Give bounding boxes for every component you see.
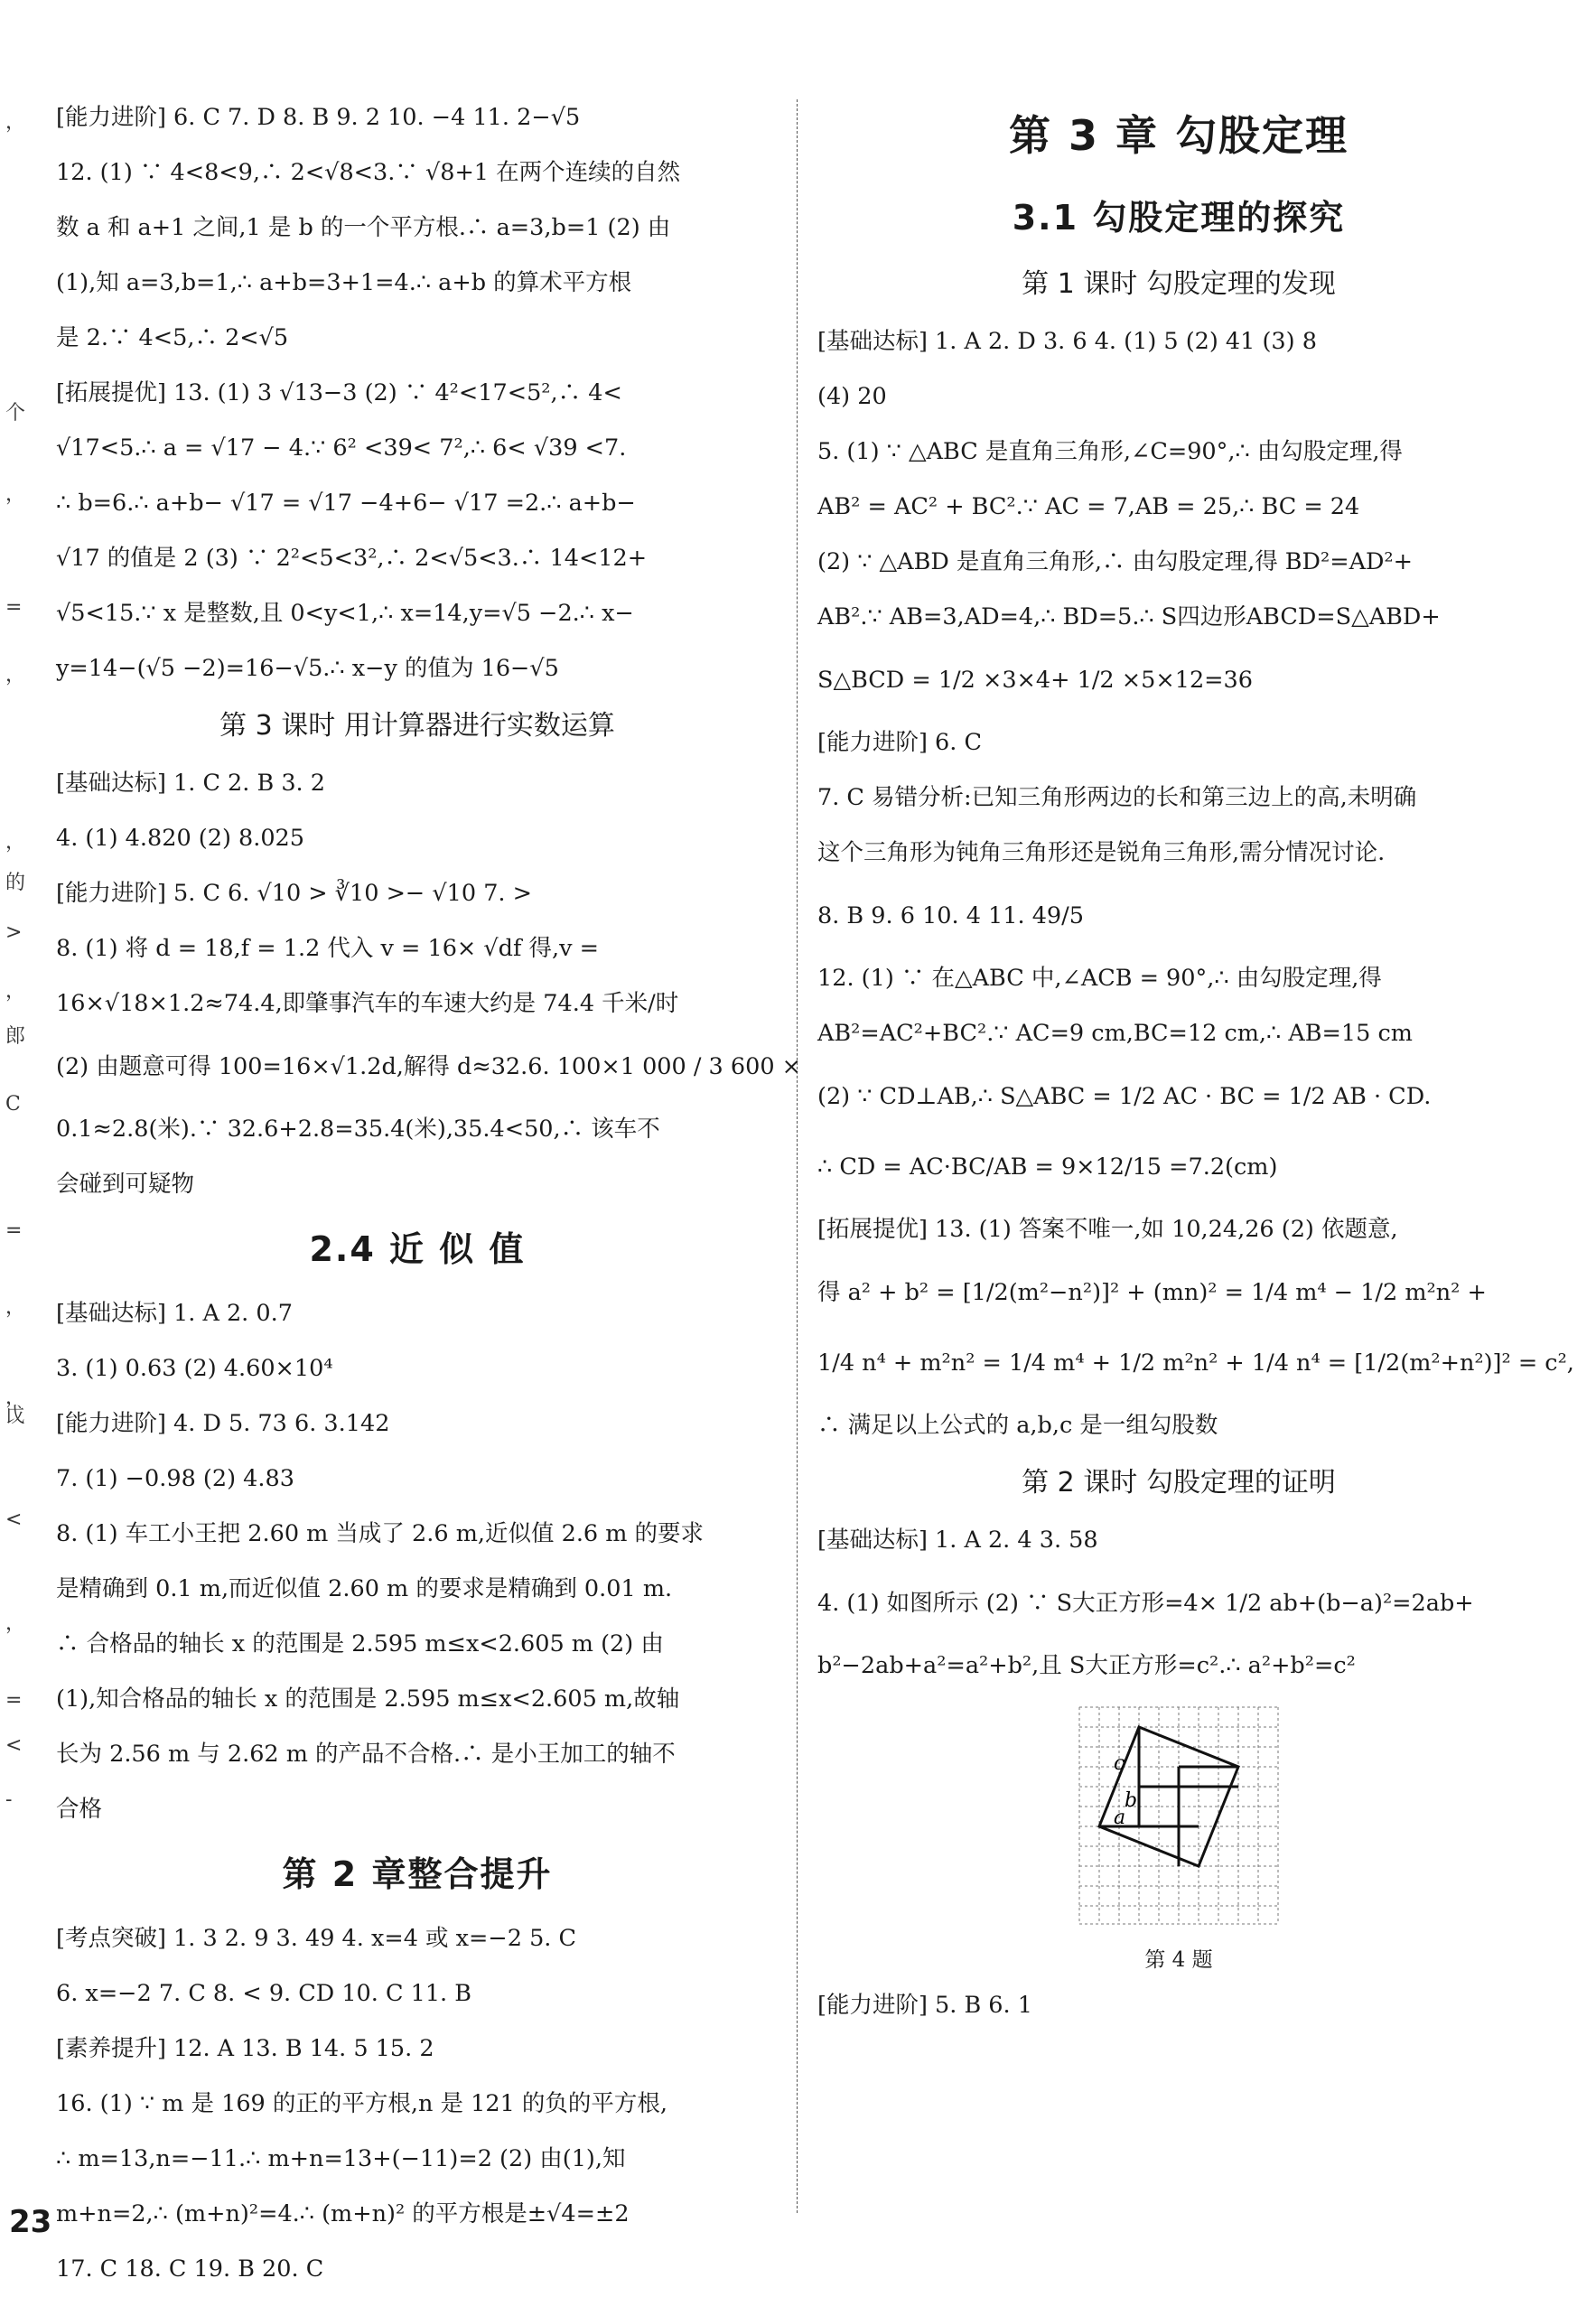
label-b: b [1125,1789,1138,1812]
answer-line: √17 的值是 2 (3) ∵ 2²<5<3²,∴ 2<√5<3.∴ 14<12+ [56,545,648,572]
edge-char: ， [5,1387,26,1409]
answer-line: ∴ CD = AC·BC/AB = 9×12/15 =7.2(cm) [817,1153,1278,1181]
answer-line: 是精确到 0.1 m,而近似值 2.60 m 的要求是精确到 0.01 m. [56,1575,673,1602]
edge-char: 郎 [5,1025,26,1048]
section-title: 3.1 勾股定理的探究 [1012,198,1346,238]
chapter-review-title: 第 2 章整合提升 [282,1854,553,1894]
column-divider [797,99,798,2213]
answer-line: (1),知合格品的轴长 x 的范围是 2.595 m≤x<2.605 m,故轴 [56,1685,680,1713]
edge-char: ， [5,1612,26,1635]
answer-line: (1),知 a=3,b=1,∴ a+b=3+1=4.∴ a+b 的算术平方根 [56,269,632,296]
answer-line: 1/4 n⁴ + m²n² = 1/4 m⁴ + 1/2 m²n² + 1/4 n⁴ = [1/2(m²+n²)]² = c², [817,1349,1574,1377]
answer-line: 是 2.∵ 4<5,∴ 2<√5 [56,324,289,351]
edge-char: < [5,1734,23,1757]
answer-line: [拓展提优] 13. (1) 3 √13−3 (2) ∵ 4²<17<5²,∴ 4< [56,379,622,406]
edge-char: ， [5,111,26,134]
answer-line: √17<5.∴ a = √17 − 4.∵ 6² <39< 7²,∴ 6< √39 <7. [56,434,627,462]
lesson-title: 第 3 课时 用计算器进行实数运算 [219,710,615,742]
edge-char: > [5,921,23,944]
edge-char: 戉 [5,1405,26,1427]
answer-line: ∴ 满足以上公式的 a,b,c 是一组勾股数 [817,1412,1218,1439]
right-column [817,90,1574,2033]
answer-line: [考点突破] 1. 3 2. 9 3. 49 4. x=4 或 x=−2 5. C [56,1925,577,1952]
answer-line: 16. (1) ∵ m 是 169 的正的平方根,n 是 121 的负的平方根, [56,2090,668,2117]
answer-line: 6. x=−2 7. C 8. < 9. CD 10. C 11. B [56,1980,472,2007]
edge-char: ， [5,664,26,686]
answer-line: AB².∵ AB=3,AD=4,∴ BD=5.∴ S四边形ABCD=S△ABD+ [817,603,1441,630]
answer-line: (2) 由题意可得 100=16×√1.2d,解得 d≈32.6. 100×1 000 / 3 600 × [56,1053,802,1080]
answer-line: y=14−(√5 −2)=16−√5.∴ x−y 的值为 16−√5 [56,655,559,682]
answer-line: (2) ∵ CD⊥AB,∴ S△ABC = 1/2 AC · BC = 1/2 AB · CD. [817,1083,1432,1110]
answer-line: AB²=AC²+BC².∵ AC=9 cm,BC=12 cm,∴ AB=15 cm [817,1020,1413,1047]
answer-line: [基础达标] 1. A 2. 0.7 [56,1300,293,1327]
label-a: a [1114,1807,1126,1829]
answer-line: ∴ m=13,n=−11.∴ m+n=13+(−11)=2 (2) 由(1),知 [56,2145,626,2172]
edge-char: C [5,1093,21,1116]
edge-char: ， [5,483,26,506]
answer-line: 8. (1) 将 d = 18,f = 1.2 代入 v = 16× √df 得,v = [56,935,600,962]
answer-line: [拓展提优] 13. (1) 答案不唯一,如 10,24,26 (2) 依题意, [817,1216,1398,1243]
answer-line: ∴ b=6.∴ a+b− √17 = √17 −4+6− √17 =2.∴ a+b− [56,490,636,517]
answer-line: [能力进阶] 5. C 6. √10 > ∛10 >− √10 7. > [56,880,533,907]
answer-line: 会碰到可疑物 [56,1171,195,1198]
chapter-title: 第 3 章 勾股定理 [1008,111,1349,160]
edge-char: ， [5,1296,26,1319]
edge-char: 的 [5,872,26,894]
answer-line: 4. (1) 如图所示 (2) ∵ S大正方形=4× 1/2 ab+(b−a)²=2ab+ [817,1590,1474,1617]
answer-line: 数 a 和 a+1 之间,1 是 b 的一个平方根.∴ a=3,b=1 (2) 由 [56,214,671,241]
left-column [56,90,802,2297]
answer-line: 8. (1) 车工小王把 2.60 m 当成了 2.6 m,近似值 2.6 m 的要求 [56,1520,705,1547]
answer-line: (4) 20 [817,383,887,410]
answer-line: 得 a² + b² = [1/2(m²−n²)]² + (mn)² = 1/4 m⁴ − 1/2 m²n² + [817,1279,1487,1306]
answer-line: [能力进阶] 4. D 5. 73 6. 3.142 [56,1410,390,1437]
edge-char: ， [5,831,26,854]
answer-line: S△BCD = 1/2 ×3×4+ 1/2 ×5×12=36 [817,667,1253,694]
answer-line: [能力进阶] 5. B 6. 1 [817,1992,1032,2019]
pythagoras-grid-figure [817,1694,1540,1942]
answer-line: 12. (1) ∵ 4<8<9,∴ 2<√8<3.∵ √8+1 在两个连续的自然 [56,159,681,186]
answer-line: AB² = AC² + BC².∵ AC = 7,AB = 25,∴ BC = 24 [817,493,1360,520]
pythagoras-squares [1099,1727,1238,1866]
edge-char: - [5,1788,13,1811]
edge-char: ， [5,980,26,1003]
answer-line: 16×√18×1.2≈74.4,即肇事汽车的车速大约是 74.4 千米/时 [56,990,679,1017]
answer-line: 12. (1) ∵ 在△ABC 中,∠ACB = 90°,∴ 由勾股定理,得 [817,965,1382,992]
answer-line: ∴ 合格品的轴长 x 的范围是 2.595 m≤x<2.605 m (2) 由 [56,1630,664,1657]
answer-line: [素养提升] 12. A 13. B 14. 5 15. 2 [56,2035,434,2062]
grid-diagram [1061,1694,1296,1938]
edge-char: = [5,1219,23,1242]
answer-line: 长为 2.56 m 与 2.62 m 的产品不合格.∴ 是小王加工的轴不 [56,1741,676,1768]
answer-line: 7. (1) −0.98 (2) 4.83 [56,1465,294,1492]
answer-line: 8. B 9. 6 10. 4 11. 49/5 [817,902,1084,929]
edge-char: 个 [5,402,26,425]
section-title: 2.4 近 似 值 [309,1229,526,1269]
answer-line: (2) ∵ △ABD 是直角三角形,∴ 由勾股定理,得 BD²=AD²+ [817,548,1414,575]
answer-line: m+n=2,∴ (m+n)²=4.∴ (m+n)² 的平方根是±√4=±2 [56,2200,630,2227]
answer-line: 这个三角形为钝角三角形还是锐角三角形,需分情况讨论. [817,839,1386,866]
answer-line: [基础达标] 1. A 2. 4 3. 58 [817,1527,1098,1554]
answer-line: [基础达标] 1. C 2. B 3. 2 [56,770,325,797]
answer-line: 3. (1) 0.63 (2) 4.60×10⁴ [56,1355,333,1382]
answer-line: [基础达标] 1. A 2. D 3. 6 4. (1) 5 (2) 41 (3) 8 [817,328,1317,355]
answer-line: √5<15.∵ x 是整数,且 0<y<1,∴ x=14,y=√5 −2.∴ x− [56,600,634,627]
label-c: c [1114,1752,1125,1775]
edge-char: = [5,596,23,619]
answer-line: 5. (1) ∵ △ABC 是直角三角形,∠C=90°,∴ 由勾股定理,得 [817,438,1403,465]
answer-line: [能力进阶] 6. C 7. D 8. B 9. 2 10. −4 11. 2−√5 [56,104,581,131]
edge-char: = [5,1689,23,1712]
answer-line: 7. C 易错分析:已知三角形两边的长和第三边上的高,未明确 [817,784,1417,811]
answer-line: 0.1≈2.8(米).∵ 32.6+2.8=35.4(米),35.4<50,∴ 该车不 [56,1116,660,1143]
answer-line: [能力进阶] 6. C [817,729,982,756]
edge-char: < [5,1508,23,1531]
figure-caption: 第 4 题 [1144,1948,1213,1972]
answer-line: 合格 [56,1796,103,1823]
answer-line: 17. C 18. C 19. B 20. C [56,2255,324,2283]
lesson-title: 第 1 课时 勾股定理的发现 [1022,268,1336,300]
large-square [1099,1727,1238,1866]
answer-line: b²−2ab+a²=a²+b²,且 S大正方形=c².∴ a²+b²=c² [817,1652,1356,1679]
lesson-title: 第 2 课时 勾股定理的证明 [1022,1467,1336,1499]
page-number: 23 [9,2204,52,2240]
answer-line: 4. (1) 4.820 (2) 8.025 [56,825,304,852]
